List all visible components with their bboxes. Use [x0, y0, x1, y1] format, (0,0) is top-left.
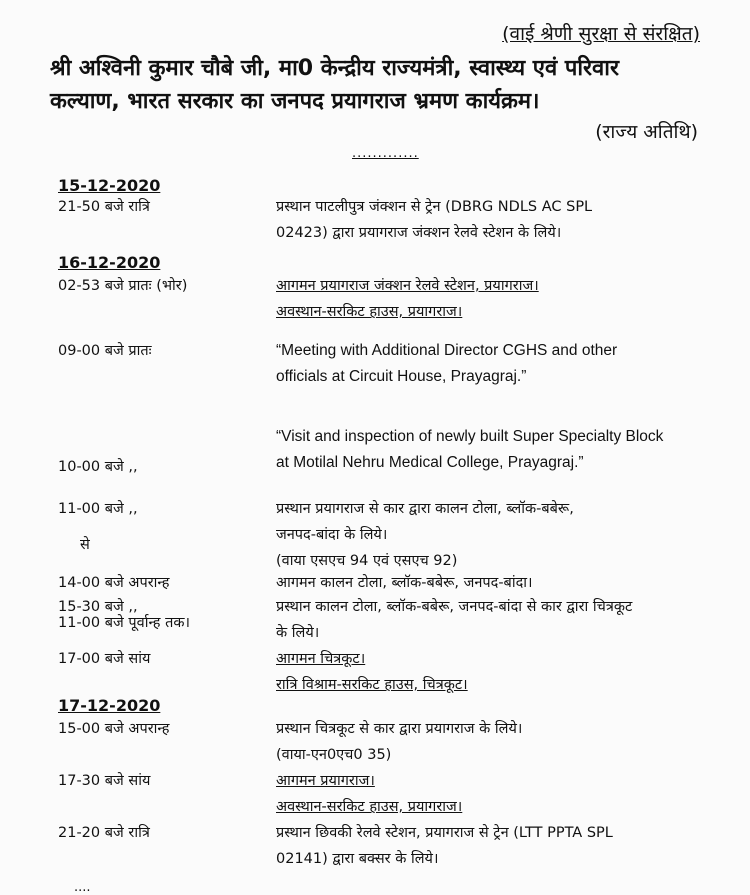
- desc-line: जनपद-बांदा के लिये।: [276, 527, 388, 543]
- entry-time: 15-30 बजे ,,: [58, 599, 138, 615]
- security-note: (वाई श्रेणी सुरक्षा से संरक्षित): [502, 23, 700, 45]
- entry-time: 17-00 बजे सांय: [58, 651, 151, 667]
- entry-description: [276, 273, 716, 325]
- entry-time: 17-30 बजे सांय: [58, 773, 151, 789]
- desc-line: रात्रि विश्राम-सरकिट हाउस, चित्रकूट।: [276, 677, 468, 693]
- entry-description: [276, 716, 716, 768]
- desc-line: officials at Circuit House, Prayagraj.”: [276, 368, 527, 385]
- title-line-2: कल्याण, भारत सरकार का जनपद प्रयागराज भ्रमण कार्यक्रम।: [50, 89, 540, 114]
- guest-status: (राज्य अतिथि): [595, 121, 698, 143]
- entry-description: [276, 338, 716, 390]
- desc-line: “Visit and inspection of newly built Super Specialty Block: [276, 428, 664, 445]
- entry-time: 15-00 बजे अपरान्ह: [58, 721, 170, 737]
- desc-line: आगमन कालन टोला, ब्लॉक-बबेरू, जनपद-बांदा।: [276, 575, 533, 591]
- footer-fragment: ....: [74, 880, 91, 895]
- desc-line: (वाया-एन0एच0 35): [276, 747, 392, 763]
- desc-line: at Motilal Nehru Medical College, Prayagraj.”: [276, 454, 584, 471]
- entry-description: [276, 424, 716, 476]
- desc-line: आगमन प्रयागराज जंक्शन रेलवे स्टेशन, प्रयागराज।: [276, 278, 539, 294]
- desc-line: 02423) द्वारा प्रयागराज जंक्शन रेलवे स्टेशन के लिये।: [276, 225, 562, 241]
- desc-line: प्रस्थान चित्रकूट से कार द्वारा प्रयागराज के लिये।: [276, 721, 523, 737]
- title-line-1: श्री अश्विनी कुमार चौबे जी, मा0 केन्द्रीय राज्यमंत्री, स्वास्थ्य एवं परिवार: [50, 56, 619, 81]
- desc-line: आगमन चित्रकूट।: [276, 651, 366, 667]
- desc-line: 02141) द्वारा बक्सर के लिये।: [276, 851, 439, 867]
- entry-time: 21-20 बजे रात्रि: [58, 825, 150, 841]
- entry-description: [276, 496, 716, 574]
- entry-description: [276, 820, 716, 872]
- date-heading: 15-12-2020: [58, 176, 161, 195]
- entry-time: 11-00 बजे ,,: [58, 501, 138, 517]
- entry-time: 14-00 बजे अपरान्ह: [58, 575, 170, 591]
- entry-time: 09-00 बजे प्रातः: [58, 343, 152, 359]
- desc-line: के लिये।: [276, 625, 320, 641]
- entry-description: [276, 646, 716, 698]
- desc-line: प्रस्थान छिवकी रेलवे स्टेशन, प्रयागराज से ट्रेन (LTT PPTA SPL: [276, 825, 613, 841]
- page-title: [50, 52, 710, 118]
- separator: .............: [352, 146, 419, 161]
- desc-line: प्रस्थान कालन टोला, ब्लॉक-बबेरू, जनपद-बांदा से कार द्वारा चित्रकूट: [276, 599, 633, 615]
- date-heading: 16-12-2020: [58, 253, 161, 272]
- entry-description: [276, 594, 716, 646]
- desc-line: प्रस्थान प्रयागराज से कार द्वारा कालन टोला, ब्लॉक-बबेरू,: [276, 501, 574, 517]
- entry-time: 02-53 बजे प्रातः (भोर): [58, 278, 188, 294]
- desc-line: (वाया एसएच 94 एवं एसएच 92): [276, 553, 458, 569]
- time-line: 10-00 बजे ,,: [58, 459, 138, 475]
- desc-line: अवस्थान-सरकिट हाउस, प्रयागराज।: [276, 799, 463, 815]
- date-heading: 17-12-2020: [58, 696, 161, 715]
- time-line: से: [80, 537, 90, 553]
- desc-line: आगमन प्रयागराज।: [276, 773, 375, 789]
- entry-description: [276, 570, 716, 596]
- entry-description: [276, 768, 716, 820]
- desc-line: प्रस्थान पाटलीपुत्र जंक्शन से ट्रेन (DBRG NDLS AC SPL: [276, 199, 593, 215]
- time-line: 11-00 बजे पूर्वान्ह तक।: [58, 615, 190, 631]
- desc-line: “Meeting with Additional Director CGHS and other: [276, 342, 618, 359]
- desc-line: अवस्थान-सरकिट हाउस, प्रयागराज।: [276, 304, 463, 320]
- entry-description: [276, 194, 716, 246]
- entry-time: 21-50 बजे रात्रि: [58, 199, 150, 215]
